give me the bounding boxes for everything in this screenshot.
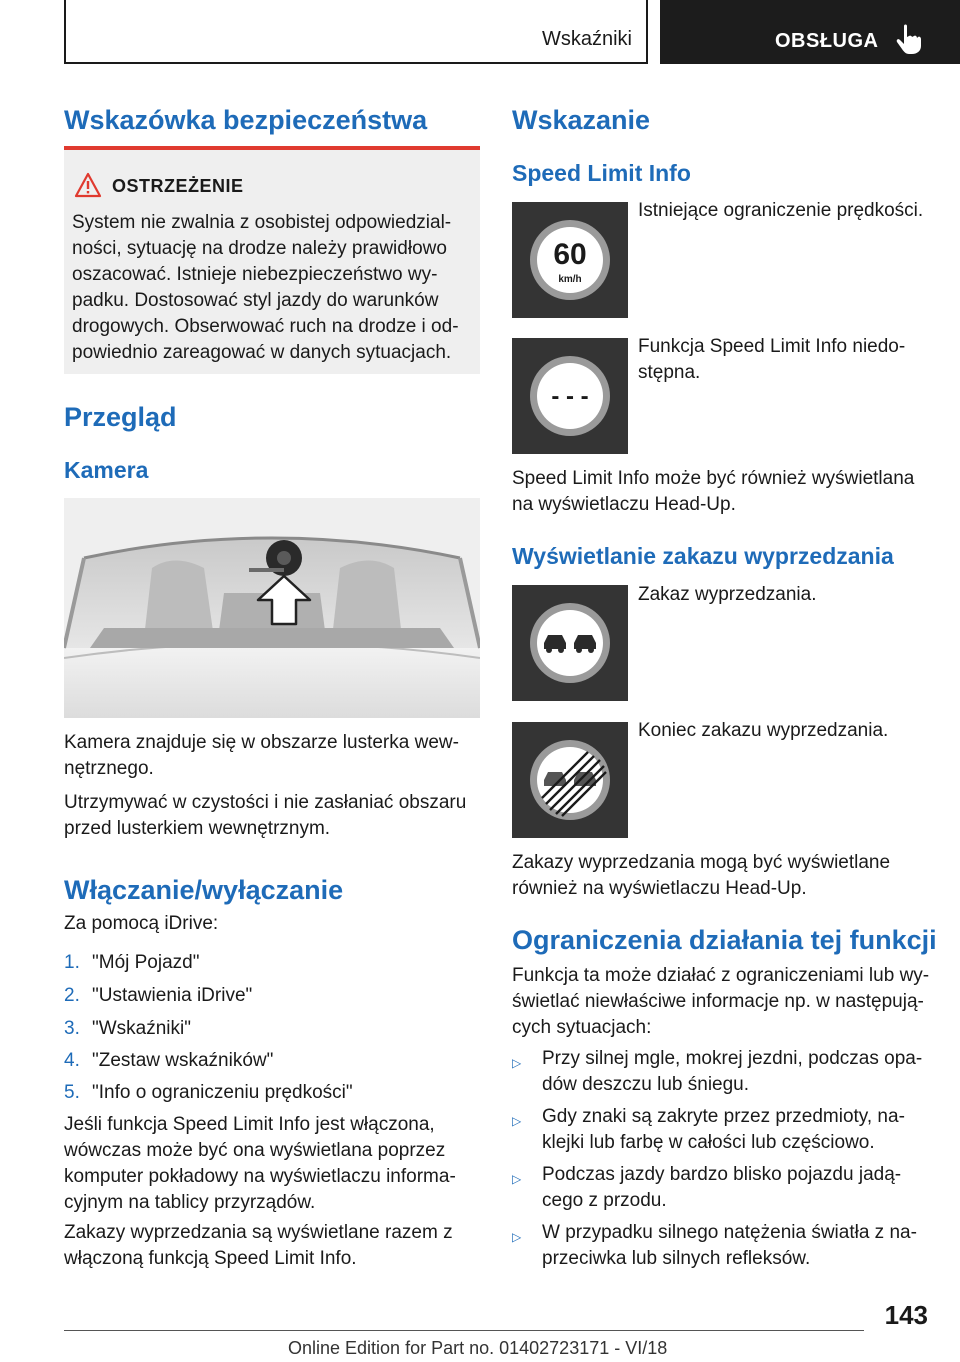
text-line: Utrzymywać w czystości i nie zasłaniać obszaru	[64, 792, 467, 813]
step-item	[64, 1082, 353, 1104]
end-no-passing-caption: Koniec zakazu wyprzedzania.	[638, 720, 889, 741]
step-text: "Ustawienia iDrive"	[92, 985, 253, 1006]
step-number: 1.	[64, 952, 80, 973]
text-line: przed lusterkiem wewnętrznym.	[64, 818, 331, 839]
step-item	[64, 952, 199, 974]
step-text: "Wskaźniki"	[92, 1018, 191, 1039]
onoff-intro: Za pomocą iDrive:	[64, 913, 219, 934]
warning-line: powiednio zareagować w danych sytuacjach.	[72, 342, 452, 363]
limit-bullet	[512, 1162, 932, 1214]
step-text: "Info o ograniczeniu prędkości"	[92, 1082, 353, 1103]
text-line: Podczas jazdy bardzo blisko pojazdu jadą-	[542, 1164, 902, 1185]
header-section-tab	[64, 0, 648, 64]
text-line: cego z przodu.	[542, 1190, 667, 1211]
hand-pointer-icon	[892, 22, 926, 56]
speed-limit-sign-tile	[512, 202, 628, 318]
nopass-heading: Wyświetlanie zakazu wyprzedzania	[512, 543, 894, 569]
step-text: "Mój Pojazd"	[92, 952, 200, 973]
text-line: Speed Limit Info może być również wyświetlana	[512, 468, 915, 489]
sli-display-paragraph	[64, 1112, 484, 1216]
limit-bullet	[512, 1104, 932, 1156]
text-line: włączoną funkcją Speed Limit Info.	[64, 1248, 357, 1269]
camera-location-image	[64, 498, 480, 718]
text-line: Kamera znajduje się w obszarze lusterka wew-	[64, 732, 459, 753]
overview-heading: Przegląd	[64, 402, 177, 432]
end-no-passing-sign-tile	[512, 722, 628, 838]
warning-title: OSTRZEŻENIE	[112, 176, 244, 196]
camera-description	[64, 730, 484, 782]
warning-line: ności, sytuację na drodze należy prawidłowo	[72, 238, 447, 259]
text-line: przeciwka lub silnych refleksów.	[542, 1248, 811, 1269]
nopass-hud-paragraph	[512, 850, 942, 902]
safety-heading: Wskazówka bezpieczeństwa	[64, 105, 428, 135]
text-line: W przypadku silnego natężenia światła z na-	[542, 1222, 917, 1243]
header-section-label: Wskaźniki	[541, 28, 632, 50]
text-line: Jeśli funkcja Speed Limit Info jest włączona,	[64, 1114, 435, 1135]
limits-heading: Ograniczenia działania tej funkcji	[512, 925, 937, 955]
step-number: 5.	[64, 1082, 80, 1103]
footer-edition: Online Edition for Part no. 01402723171 - VI/18	[288, 1338, 668, 1358]
text-line: Zakazy wyprzedzania mogą być wyświetlane	[512, 852, 891, 873]
camera-care-note	[64, 790, 484, 842]
limit-bullet	[512, 1046, 932, 1098]
no-passing-caption: Zakaz wyprzedzania.	[638, 584, 817, 605]
text-line: cyjnym na tablicy przyrządów.	[64, 1192, 316, 1213]
step-item	[64, 1018, 191, 1040]
text-line: Gdy znaki są zakryte przez przedmioty, na-	[542, 1106, 905, 1127]
sli-hud-paragraph	[512, 466, 942, 518]
sli-heading: Speed Limit Info	[512, 160, 691, 186]
text-line: Zakazy wyprzedzania są wyświetlane razem z	[64, 1222, 453, 1243]
step-number: 2.	[64, 985, 80, 1006]
step-item	[64, 985, 252, 1007]
bullet-triangle-icon: ▷	[512, 1230, 522, 1244]
step-text: "Zestaw wskaźników"	[92, 1050, 274, 1071]
warning-line: padku. Dostosować styl jazdy do warunków	[72, 290, 439, 311]
warning-line: System nie zwalnia z osobistej odpowiedzial-	[72, 212, 452, 233]
unavailable-symbol: - - -	[551, 383, 589, 410]
step-number: 3.	[64, 1018, 80, 1039]
no-passing-sign-tile	[512, 585, 628, 701]
header-chapter-label: OBSŁUGA	[775, 30, 879, 52]
onoff-heading: Włączanie/wyłączanie	[64, 875, 344, 905]
text-line: stępna.	[638, 362, 701, 383]
display-heading: Wskazanie	[512, 105, 651, 135]
text-line: świetlać niewłaściwe informacje np. w następują-	[512, 991, 924, 1012]
sli-unavailable-sign-tile	[512, 338, 628, 454]
warning-line: drogowych. Obserwować ruch na drodze i od-	[72, 316, 459, 337]
text-line: nętrznego.	[64, 758, 154, 779]
warning-text	[72, 210, 467, 366]
text-line: klejki lub farbę w całości lub częściowo.	[542, 1132, 875, 1153]
page-number: 143	[884, 1300, 928, 1330]
text-line: również na wyświetlaczu Head-Up.	[512, 878, 807, 899]
speed-limit-unit: km/h	[558, 274, 582, 285]
text-line: Funkcja Speed Limit Info niedo-	[638, 336, 906, 357]
step-number: 4.	[64, 1050, 80, 1071]
limit-bullet	[512, 1220, 932, 1272]
camera-heading: Kamera	[64, 457, 149, 483]
nopass-display-paragraph	[64, 1220, 484, 1272]
text-line: Przy silnej mgle, mokrej jezdni, podczas opa-	[542, 1048, 923, 1069]
limits-intro	[512, 963, 942, 1041]
text-line: dów deszczu lub śniegu.	[542, 1074, 750, 1095]
sli-unavailable-caption	[638, 334, 928, 386]
text-line: cych sytuacjach:	[512, 1017, 652, 1038]
warning-triangle-icon	[74, 172, 102, 198]
text-line: komputer pokładowy na wyświetlaczu informa-	[64, 1166, 456, 1187]
speed-limit-number: 60	[553, 238, 587, 271]
text-line: na wyświetlaczu Head-Up.	[512, 494, 736, 515]
text-line: Funkcja ta może działać z ograniczeniami lub wy-	[512, 965, 930, 986]
warning-line: oszacować. Istnieje niebezpieczeństwo wy-	[72, 264, 438, 285]
speed-limit-caption: Istniejące ograniczenie prędkości.	[638, 200, 924, 221]
bullet-triangle-icon: ▷	[512, 1172, 522, 1186]
bullet-triangle-icon: ▷	[512, 1114, 522, 1128]
step-item	[64, 1050, 273, 1072]
bullet-triangle-icon: ▷	[512, 1056, 522, 1070]
warning-box	[64, 146, 480, 374]
footer-divider	[64, 1330, 864, 1331]
text-line: wówczas może być ona wyświetlana poprzez	[64, 1140, 446, 1161]
